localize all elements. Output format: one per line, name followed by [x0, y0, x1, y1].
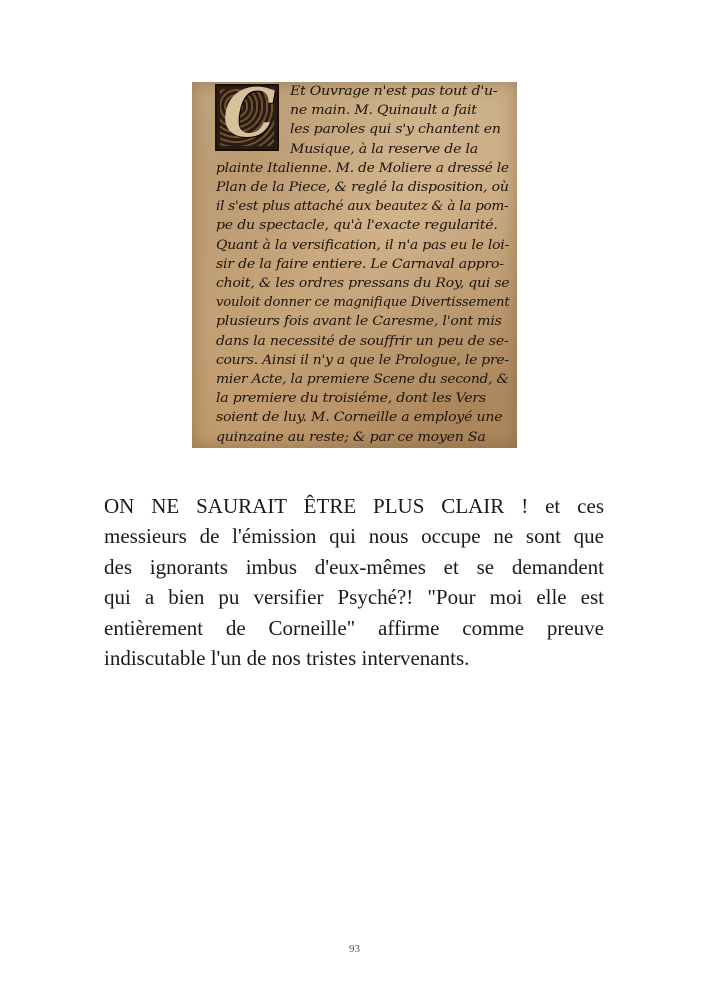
scan-text-line: mier Acte, la premiere Scene du second, & [216, 371, 509, 386]
scan-text-line: choit, & les ordres pressans du Roy, qui se [216, 275, 510, 290]
scan-text-line: les paroles qui s'y chantent en [290, 121, 501, 137]
scan-text-line: Plan de la Piece, & reglé la disposition, où [216, 179, 509, 194]
scan-text-line: il s'est plus attaché aux beautez & à la pom- [216, 198, 509, 214]
paragraph-line: entièrement de Corneille" affirme comme preuve [104, 615, 604, 640]
scan-text-line: la premiere du troisiéme, dont les Vers [216, 390, 486, 406]
paragraph-line: messieurs de l'émission qui nous occupe ne sont que [104, 524, 604, 549]
scan-text-line: pe du spectacle, qu'à l'exacte regularité. [216, 217, 498, 233]
ornamental-drop-cap [215, 84, 279, 151]
scan-text-line: vouloit donner ce magnifique Divertissement [216, 294, 510, 310]
commentary-paragraph [104, 491, 604, 673]
scan-text-line: ne main. M. Quinault a fait [290, 102, 477, 118]
paragraph-line: indiscutable l'un de nos tristes intervenants. [104, 646, 470, 671]
scan-text-line: sir de la faire entiere. Le Carnaval appro- [216, 255, 504, 271]
scan-text-line: plusieurs fois avant le Caresme, l'ont mis [216, 313, 502, 329]
paragraph-line: qui a bien pu versifier Psyché?! "Pour moi elle est [104, 585, 604, 610]
scan-text-line: plainte Italienne. M. de Moliere a dressé le [216, 159, 509, 175]
scanned-book-page-image [192, 82, 517, 448]
scan-text-line: Quant à la versification, il n'a pas eu le loi- [216, 236, 510, 252]
scan-text-line: quinzaine au reste; & par ce moyen Sa [216, 428, 486, 444]
scan-text-line: cours. Ainsi il n'y a que le Prologue, le pre- [216, 351, 509, 367]
scan-text-line: Musique, à la reserve de la [290, 140, 478, 156]
scan-text-line: dans la necessité de souffrir un peu de se- [216, 332, 509, 348]
scan-text-line [216, 446, 461, 448]
scan-text-line: Et Ouvrage n'est pas tout d'u- [290, 83, 498, 98]
page-number: 93 [349, 943, 360, 955]
drop-cap-letter: C [223, 84, 276, 151]
scan-text-line: soient de luy. M. Corneille a employé une [216, 409, 503, 425]
paragraph-line: des ignorants imbus d'eux-mêmes et se demandent [104, 554, 604, 579]
paragraph-line: ON NE SAURAIT ÊTRE PLUS CLAIR ! et ces [104, 494, 604, 518]
